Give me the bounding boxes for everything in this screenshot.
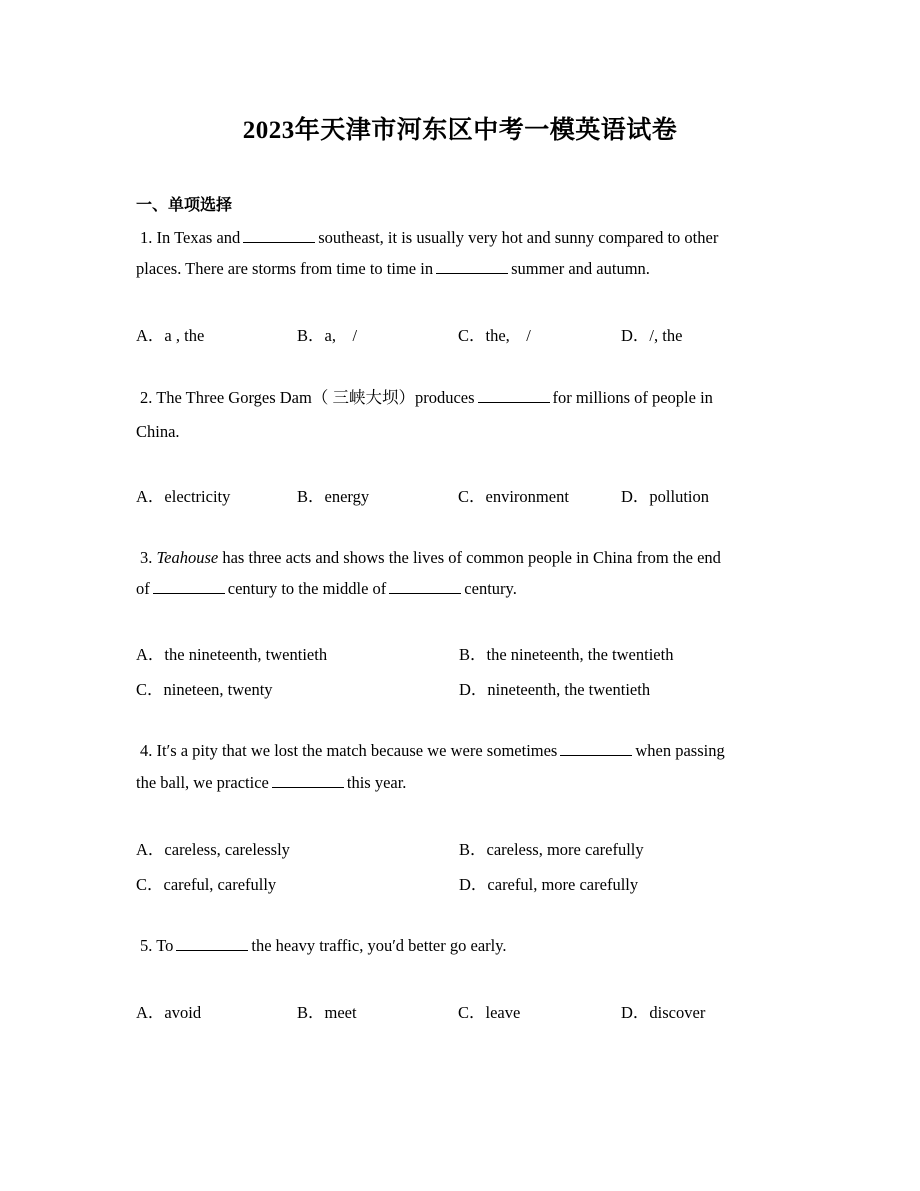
option-a[interactable]: A．careless, carelessly	[136, 840, 290, 859]
section-heading: 一、单项选择	[136, 197, 233, 214]
option-d[interactable]: D．/, the	[621, 326, 683, 345]
option-a[interactable]: A．avoid	[136, 1003, 202, 1022]
answer-blank	[560, 741, 632, 756]
option-c[interactable]: C．careful, carefully	[136, 875, 277, 894]
option-b[interactable]: B．the nineteenth, the twentieth	[459, 645, 674, 664]
option-b[interactable]: B．energy	[297, 487, 370, 506]
question-4	[136, 735, 786, 799]
option-a[interactable]: A．electricity	[136, 487, 231, 506]
question-5	[136, 930, 786, 961]
answer-blank	[436, 259, 508, 274]
option-c[interactable]: C．environment	[458, 487, 569, 506]
option-d[interactable]: D．careful, more carefully	[459, 875, 639, 894]
question-3	[136, 542, 786, 604]
question-number: 1.	[140, 228, 153, 247]
question-text: southeast, it is usually very hot and sunny compared to other	[318, 228, 719, 247]
question-1	[136, 222, 786, 284]
question-2	[136, 381, 786, 449]
option-b[interactable]: B．careless, more carefully	[459, 840, 644, 859]
question-text: places. There are storms from time to time in	[136, 259, 434, 278]
question-text: has three acts and shows the lives of common people in China from the end	[222, 548, 721, 567]
exam-title: 2023年天津市河东区中考一模英语试卷	[242, 117, 678, 144]
question-text: century.	[464, 579, 517, 598]
option-c[interactable]: C．leave	[458, 1003, 521, 1022]
option-c[interactable]: C．the, /	[458, 326, 531, 345]
question-text: China.	[136, 422, 180, 441]
option-d[interactable]: D．pollution	[621, 487, 710, 506]
question-number: 5.	[140, 936, 153, 955]
question-text: century to the middle of	[227, 579, 387, 598]
option-d[interactable]: D．discover	[621, 1003, 706, 1022]
question-text: this year.	[346, 773, 407, 792]
question-number: 4.	[140, 741, 153, 760]
question-text: for millions of people in	[552, 388, 713, 407]
question-text: In Texas and	[156, 228, 241, 247]
question-text: summer and autumn.	[511, 259, 650, 278]
option-b[interactable]: B．a, /	[297, 326, 358, 345]
answer-blank	[389, 579, 461, 594]
question-text: It′s a pity that we lost the match because we were sometimes	[156, 741, 558, 760]
answer-blank	[478, 388, 550, 403]
option-c[interactable]: C．nineteen, twenty	[136, 680, 273, 699]
option-b[interactable]: B．meet	[297, 1003, 357, 1022]
question-text: To	[156, 936, 174, 955]
answer-blank	[243, 228, 315, 243]
answer-blank	[272, 773, 344, 788]
option-d[interactable]: D．nineteenth, the twentieth	[459, 680, 651, 699]
answer-blank	[153, 579, 225, 594]
question-text: the heavy traffic, you′d better go early.	[251, 936, 507, 955]
option-a[interactable]: A．a , the	[136, 326, 205, 345]
answer-blank	[176, 936, 248, 951]
question-text: when passing	[635, 741, 725, 760]
book-title: Teahouse	[156, 548, 219, 567]
question-text: The Three Gorges Dam（ 三峡大坝）produces	[156, 388, 475, 407]
question-text: of	[136, 579, 150, 598]
question-text: the ball, we practice	[136, 773, 269, 792]
question-number: 2.	[140, 388, 153, 407]
option-a[interactable]: A．the nineteenth, twentieth	[136, 645, 328, 664]
question-number: 3.	[140, 548, 153, 567]
